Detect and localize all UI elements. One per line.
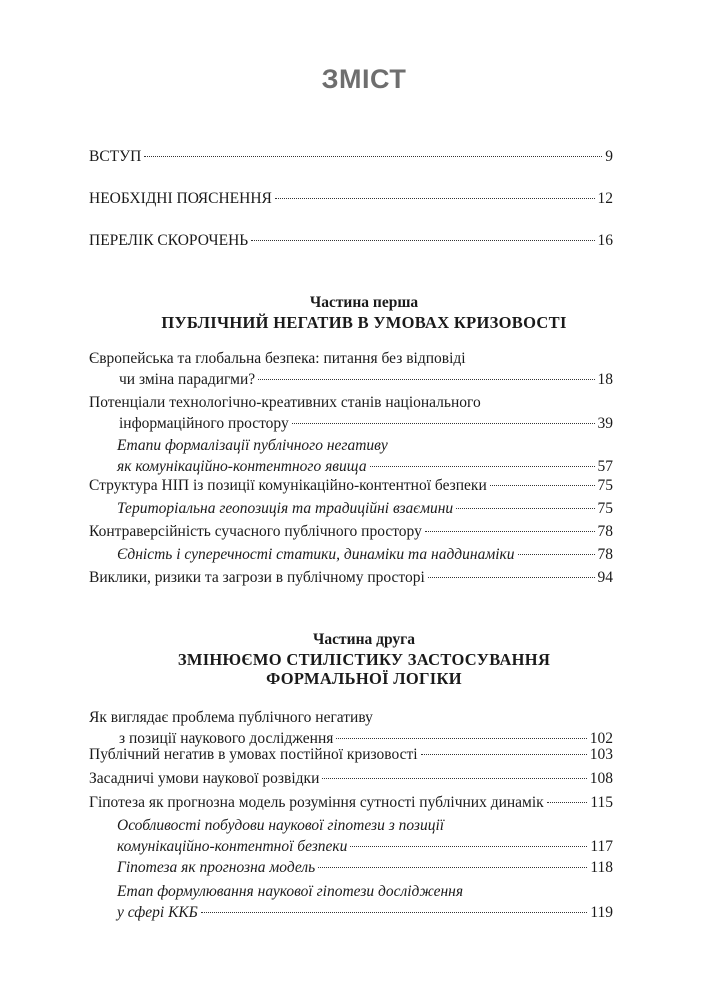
toc-entry-text-cont: у сфері ККБ — [117, 903, 198, 921]
toc-subentry[interactable] — [117, 436, 613, 477]
toc-entry-abbreviations[interactable] — [89, 232, 613, 250]
toc-subentry[interactable] — [117, 816, 613, 857]
part-one-title: ПУБЛІЧНИЙ НЕГАТИВ В УМОВАХ КРИЗОВОСТІ — [161, 313, 567, 332]
toc-entry-text: Публічний негатив в умовах постійної кризовості — [89, 746, 418, 763]
toc-entry-text: ВСТУП — [89, 148, 142, 165]
leader-dots — [251, 240, 594, 241]
toc-entry-text: Структура НІП із позиції комунікаційно-контентної безпеки — [89, 477, 487, 494]
toc-entry-explanations[interactable] — [89, 190, 613, 208]
toc-entry-text: Особливості побудови наукової гіпотези з позиції — [117, 817, 445, 834]
toc-page-number: 115 — [590, 794, 613, 811]
toc-entry[interactable] — [89, 522, 613, 543]
toc-page-number: 75 — [597, 500, 613, 517]
toc-entry[interactable] — [89, 393, 613, 434]
leader-dots — [518, 554, 595, 555]
toc-entry[interactable] — [89, 708, 613, 749]
toc-entry-text: ПЕРЕЛІК СКОРОЧЕНЬ — [89, 232, 249, 249]
leader-dots — [336, 738, 586, 739]
leader-dots — [275, 198, 595, 199]
toc-entry-text-cont: з позиції наукового дослідження — [119, 729, 334, 747]
toc-page-number: 117 — [590, 837, 613, 855]
toc-page-number: 102 — [589, 729, 613, 747]
toc-page-number: 103 — [589, 746, 613, 763]
leader-dots — [144, 156, 602, 157]
toc-page-number: 18 — [597, 370, 613, 388]
toc-page-number: 119 — [590, 903, 613, 921]
page-title: ЗМІСТ — [321, 64, 407, 94]
toc-page-number: 118 — [590, 859, 613, 876]
toc-entry-text: Етапи формалізації публічного негативу — [117, 437, 388, 454]
toc-entry-text: Гіпотеза як прогнозна модель розуміння сутності публічних динамік — [89, 794, 544, 811]
toc-entry[interactable] — [89, 476, 613, 497]
toc-page-number: 108 — [589, 770, 613, 787]
leader-dots — [425, 531, 595, 532]
toc-page-number: 9 — [605, 148, 613, 165]
toc-entry[interactable] — [89, 769, 613, 790]
part-two-title-line2: ФОРМАЛЬНОЇ ЛОГІКИ — [266, 669, 462, 688]
toc-entry-text: Засадничі умови наукової розвідки — [89, 770, 320, 787]
leader-dots — [456, 508, 594, 509]
toc-entry[interactable] — [89, 568, 613, 589]
leader-dots — [490, 485, 595, 486]
toc-entry-intro[interactable] — [89, 148, 613, 166]
toc-entry-text: Гіпотеза як прогнозна модель — [117, 859, 316, 876]
toc-entry[interactable] — [89, 349, 613, 390]
leader-dots — [292, 423, 595, 424]
leader-dots — [370, 466, 595, 467]
part-one-label: Частина перша — [309, 294, 419, 311]
part-two-title-line1: ЗМІНЮЄМО СТИЛІСТИКУ ЗАСТОСУВАННЯ — [177, 650, 551, 669]
toc-page-number: 78 — [597, 523, 613, 540]
toc-entry-text: Як виглядає проблема публічного негативу — [89, 709, 373, 726]
toc-page-number: 94 — [597, 569, 613, 586]
toc-entry-text: Єдність і суперечності статики, динаміки та наддинаміки — [117, 546, 515, 563]
leader-dots — [258, 379, 594, 380]
leader-dots — [350, 846, 587, 847]
part-two-label: Частина друга — [313, 631, 415, 648]
leader-dots — [318, 867, 587, 868]
leader-dots — [421, 754, 587, 755]
leader-dots — [547, 802, 588, 803]
toc-entry-text: Потенціали технологічно-креативних станів національного — [89, 394, 481, 411]
toc-entry-text: Європейська та глобальна безпека: питання без відповіді — [89, 350, 466, 367]
toc-page-number: 16 — [597, 232, 613, 249]
toc-subentry[interactable] — [117, 545, 613, 566]
toc-entry[interactable] — [89, 745, 613, 766]
toc-entry-text: Контраверсійність сучасного публічного простору — [89, 523, 422, 540]
toc-subentry[interactable] — [117, 882, 613, 923]
toc-subentry[interactable] — [117, 499, 613, 520]
toc-entry-text-cont: комунікаційно-контентної безпеки — [117, 837, 348, 855]
toc-entry-text: НЕОБХІДНІ ПОЯСНЕННЯ — [89, 190, 272, 207]
toc-page-number: 75 — [597, 477, 613, 494]
leader-dots — [428, 577, 595, 578]
leader-dots — [201, 912, 588, 913]
toc-page-number: 57 — [597, 457, 613, 475]
toc-entry-text-cont: як комунікаційно-контентного явища — [117, 457, 367, 475]
toc-entry-text: Територіальна геопозиція та традиційні взаємини — [117, 500, 454, 517]
toc-page-number: 78 — [597, 546, 613, 563]
toc-entry-text-cont: чи зміна парадигми? — [119, 370, 256, 388]
toc-page-number: 39 — [597, 414, 613, 432]
toc-subentry[interactable] — [117, 858, 613, 879]
leader-dots — [322, 778, 586, 779]
toc-entry-text: Етап формулювання наукової гіпотези дослідження — [117, 883, 464, 900]
toc-page-number: 12 — [597, 190, 613, 207]
toc-entry-text: Виклики, ризики та загрози в публічному просторі — [89, 569, 425, 586]
toc-entry[interactable] — [89, 793, 613, 814]
toc-entry-text-cont: інформаційного простору — [119, 414, 289, 432]
